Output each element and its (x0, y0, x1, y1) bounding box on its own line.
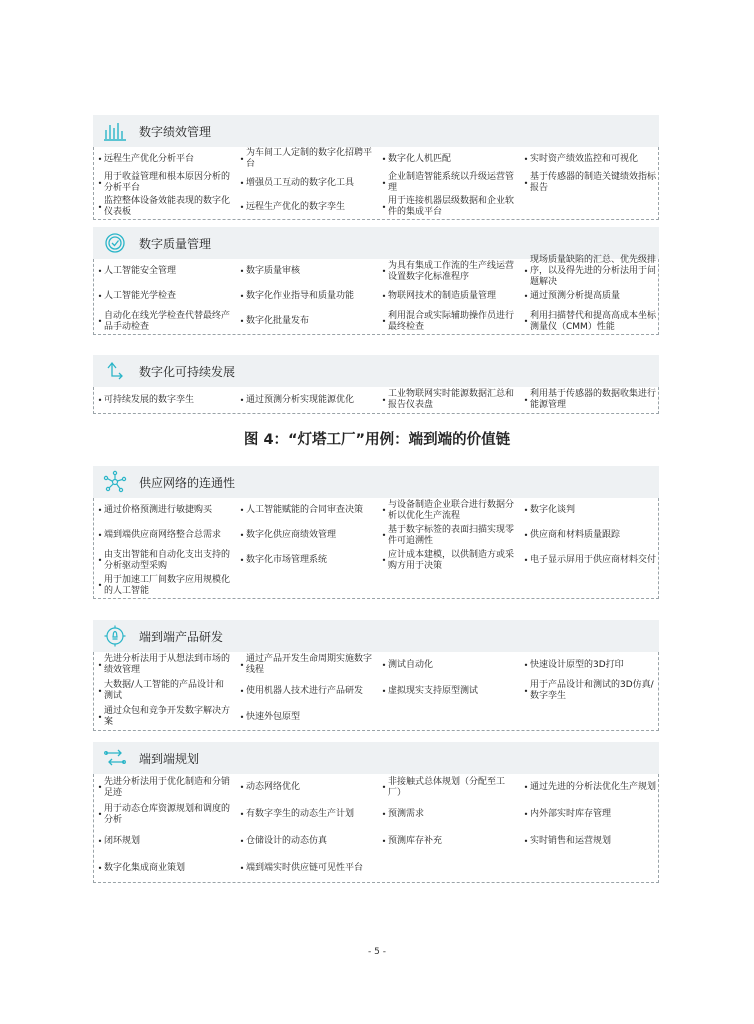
use-case-item (378, 801, 520, 828)
section-digital-sustainability (93, 355, 659, 414)
bullet-icon: • (381, 317, 387, 326)
recycle-icon (103, 359, 127, 383)
use-case-text: 快速外包原型 (246, 711, 301, 722)
use-case-item (378, 259, 520, 284)
section-title: 数字质量管理 (139, 236, 212, 251)
bullet-icon: • (239, 837, 245, 846)
bullet-icon: • (97, 712, 103, 722)
use-case-text: 测试自动化 (388, 659, 434, 670)
use-case-item (94, 147, 236, 171)
use-case-text: 利用扫描替代和提高高成本坐标测量仪（CMM）性能 (530, 310, 657, 332)
bullet-icon: • (97, 506, 103, 515)
bullet-icon: • (381, 783, 387, 792)
use-case-text: 用于连接机器层级数据和企业软件的集成平台 (388, 196, 515, 217)
use-case-text: 实时销售和运营规划 (530, 836, 612, 846)
use-case-item (378, 774, 520, 801)
use-case-item (94, 573, 236, 598)
use-case-item (236, 147, 378, 171)
use-case-item (520, 855, 660, 882)
section-title: 数字化可持续发展 (139, 364, 236, 379)
use-case-item (378, 704, 520, 730)
section-product-rnd (93, 620, 659, 731)
use-case-text: 数字化市场管理系统 (246, 555, 328, 565)
use-case-text: 用于加速工厂间数字应用规模化的人工智能 (104, 574, 231, 596)
use-case-item (520, 573, 660, 598)
use-case-item (378, 147, 520, 171)
bullet-icon: • (381, 810, 387, 819)
use-case-text: 快速设计原型的3D打印 (530, 659, 624, 670)
use-case-item (378, 652, 520, 678)
use-case-item (236, 498, 378, 523)
use-case-item (520, 147, 660, 171)
use-case-item (520, 828, 660, 855)
use-case-item (94, 195, 236, 219)
use-case-text: 自动化在线光学检查代替最终产品手动检查 (104, 310, 231, 332)
use-case-item (236, 855, 378, 882)
use-case-item (236, 828, 378, 855)
bullet-icon: • (381, 506, 387, 515)
use-case-item (94, 171, 236, 195)
use-case-item (236, 678, 378, 704)
bullet-icon: • (239, 531, 245, 540)
bullet-icon: • (239, 292, 245, 301)
bullet-icon: • (523, 837, 529, 846)
bullet-icon: • (381, 292, 387, 301)
use-case-text: 与设备制造企业联合进行数据分析以优化生产流程 (388, 499, 515, 521)
bullet-icon: • (97, 581, 103, 590)
use-case-text: 大数据/人工智能的产品设计和测试 (104, 680, 225, 701)
use-case-item (236, 259, 378, 284)
use-case-item (236, 171, 378, 195)
use-case-text: 闭环规划 (104, 836, 141, 846)
use-case-text: 有数字孪生的动态生产计划 (246, 809, 355, 819)
quality-badge-icon (103, 231, 127, 255)
use-case-item (236, 387, 378, 413)
bullet-icon: • (97, 292, 103, 301)
use-case-text: 通过众包和竞争开发数字解决方案 (104, 706, 231, 727)
bullet-icon: • (381, 660, 387, 670)
use-case-text: 电子显示屏用于供应商材料交付 (530, 555, 657, 565)
bullet-icon: • (381, 178, 387, 188)
bullet-icon: • (97, 317, 103, 326)
bullet-icon: • (523, 178, 529, 188)
section-title: 数字绩效管理 (139, 124, 212, 139)
use-case-text: 用于收益管理和根本原因分析的分析平台 (104, 172, 231, 193)
section-header (93, 742, 659, 774)
use-case-item (94, 801, 236, 828)
bullet-icon: • (239, 178, 245, 188)
use-case-text: 基于传感器的制造关键绩效指标报告 (530, 172, 657, 193)
use-case-item (94, 855, 236, 882)
section-header (93, 620, 659, 652)
use-case-text: 远程生产优化的数字孪生 (246, 201, 346, 212)
use-case-text: 通过价格预测进行敏捷购买 (104, 505, 213, 515)
use-case-item (236, 652, 378, 678)
section-supply-network (93, 466, 659, 599)
rnd-icon (103, 624, 127, 648)
bullet-icon: • (97, 395, 103, 405)
bullet-icon: • (523, 506, 529, 515)
bar-chart-icon (103, 119, 127, 143)
use-case-item (378, 387, 520, 413)
use-case-text: 数字化作业指导和质量功能 (246, 291, 355, 301)
bullet-icon: • (239, 660, 245, 670)
section-planning (93, 742, 659, 883)
use-case-item (520, 498, 660, 523)
use-case-item (520, 255, 660, 287)
bullet-icon: • (523, 395, 529, 405)
bullet-icon: • (97, 556, 103, 565)
use-case-text: 先进分析法用于优化制造和分销足迹 (104, 776, 231, 798)
use-case-item (236, 801, 378, 828)
bullet-icon: • (239, 686, 245, 696)
use-case-text: 增强员工互动的数字化工具 (246, 177, 355, 188)
use-case-grid (93, 498, 659, 599)
use-case-text: 用于动态仓库资源规划和调度的分析 (104, 803, 231, 825)
figure-caption: 图 4：“灯塔工厂”用例：端到端的价值链 (243, 432, 511, 448)
use-case-item (378, 309, 520, 334)
use-case-item (520, 774, 660, 801)
bullet-icon: • (523, 810, 529, 819)
use-case-text: 端到端供应商网络整合总需求 (104, 530, 222, 540)
use-case-text: 基于数字标签的表面扫描实现零件可追溯性 (388, 524, 515, 546)
use-case-item (236, 548, 378, 573)
bullet-icon: • (523, 660, 529, 670)
use-case-text: 人工智能光学检查 (104, 291, 177, 301)
bullet-icon: • (239, 317, 245, 326)
bullet-icon: • (239, 154, 245, 164)
use-case-grid (93, 387, 659, 414)
section-header (93, 355, 659, 387)
bullet-icon: • (97, 864, 103, 873)
use-case-item (94, 704, 236, 730)
use-case-item (378, 171, 520, 195)
use-case-text: 非接触式总体规划（分配至工厂） (388, 776, 506, 798)
use-case-text: 通过产品开发生命周期实施数字线程 (246, 654, 373, 675)
bullet-icon: • (381, 202, 387, 212)
use-case-text: 远程生产优化分析平台 (104, 153, 195, 164)
use-case-text: 由支出智能和自动化支出支持的分析驱动型采购 (104, 549, 231, 571)
bullet-icon: • (523, 154, 529, 164)
use-case-text: 人工智能安全管理 (104, 266, 177, 276)
use-case-text: 仓储设计的动态仿真 (246, 836, 328, 846)
bullet-icon: • (239, 267, 245, 276)
section-header (93, 115, 659, 147)
bullet-icon: • (97, 267, 103, 276)
use-case-text: 应计成本建模，以供制造方或采购方用于决策 (388, 549, 515, 571)
use-case-text: 用于产品设计和测试的3D仿真/数字孪生 (530, 680, 654, 701)
bullet-icon: • (97, 837, 103, 846)
use-case-item (520, 195, 660, 219)
use-case-text: 使用机器人技术进行产品研发 (246, 685, 364, 696)
use-case-text: 通过先进的分析法优化生产规划 (530, 782, 657, 792)
bullet-icon: • (239, 395, 245, 405)
use-case-item (94, 652, 236, 678)
use-case-item (378, 573, 520, 598)
use-case-item (520, 171, 660, 195)
use-case-item (236, 523, 378, 548)
use-case-item (94, 387, 236, 413)
use-case-text: 实时资产绩效监控和可视化 (530, 153, 639, 164)
use-case-item (520, 704, 660, 730)
bullet-icon: • (97, 686, 103, 696)
bullet-icon: • (239, 810, 245, 819)
use-case-item (378, 498, 520, 523)
use-case-grid (93, 652, 659, 731)
bullet-icon: • (239, 556, 245, 565)
use-case-text: 物联网技术的制造质量管理 (388, 291, 497, 301)
section-title: 供应网络的连通性 (139, 475, 236, 490)
use-case-item (520, 284, 660, 309)
use-case-item (520, 523, 660, 548)
use-case-item (520, 801, 660, 828)
use-case-text: 预测库存补充 (388, 836, 443, 846)
use-case-text: 数字化集成商业策划 (104, 863, 186, 873)
use-case-text: 供应商和材料质量跟踪 (530, 530, 621, 540)
bullet-icon: • (97, 178, 103, 188)
bullet-icon: • (523, 531, 529, 540)
use-case-text: 为车间工人定制的数字化招聘平台 (246, 148, 373, 169)
use-case-text: 数字质量审核 (246, 266, 301, 276)
use-case-item (94, 284, 236, 309)
use-case-text: 先进分析法用于从想法到市场的绩效管理 (104, 654, 231, 675)
use-case-item (94, 678, 236, 704)
use-case-text: 工业物联网实时能源数据汇总和报告仪表盘 (388, 389, 515, 410)
use-case-text: 数字化谈判 (530, 505, 576, 515)
use-case-text: 利用混合或实际辅助操作员进行最终检查 (388, 310, 515, 332)
use-case-item (378, 855, 520, 882)
use-case-text: 通过预测分析提高质量 (530, 291, 621, 301)
use-case-item (378, 523, 520, 548)
use-case-item (94, 523, 236, 548)
use-case-item (94, 828, 236, 855)
bullet-icon: • (239, 864, 245, 873)
bullet-icon: • (523, 317, 529, 326)
bullet-icon: • (523, 686, 529, 696)
bullet-icon: • (523, 292, 529, 301)
section-digital-performance (93, 115, 659, 220)
use-case-item (520, 678, 660, 704)
network-icon (103, 470, 127, 494)
bullet-icon: • (97, 531, 103, 540)
use-case-item (94, 309, 236, 334)
use-case-text: 预测需求 (388, 809, 425, 819)
bullet-icon: • (381, 531, 387, 540)
bullet-icon: • (97, 783, 103, 792)
use-case-text: 为具有集成工作流的生产线运营设置数字化标准程序 (388, 260, 515, 282)
bullet-icon: • (97, 660, 103, 670)
bullet-icon: • (381, 267, 387, 276)
use-case-text: 企业制造智能系统以升级运营管理 (388, 172, 515, 193)
use-case-text: 虚拟现实支持原型测试 (388, 685, 479, 696)
use-case-item (378, 284, 520, 309)
use-case-text: 可持续发展的数字孪生 (104, 394, 195, 405)
use-case-text: 端到端实时供应链可见性平台 (246, 863, 364, 873)
use-case-text: 数字化供应商绩效管理 (246, 530, 337, 540)
planning-icon (103, 746, 127, 770)
bullet-icon: • (239, 712, 245, 722)
bullet-icon: • (97, 810, 103, 819)
use-case-item (94, 548, 236, 573)
bullet-icon: • (381, 837, 387, 846)
use-case-item (94, 498, 236, 523)
use-case-text: 通过预测分析实现能源优化 (246, 394, 355, 405)
use-case-item (520, 309, 660, 334)
use-case-text: 人工智能赋能的合同审查决策 (246, 505, 364, 515)
bullet-icon: • (97, 202, 103, 212)
bullet-icon: • (523, 267, 529, 276)
use-case-item (94, 259, 236, 284)
use-case-item (236, 309, 378, 334)
use-case-text: 数字化人机匹配 (388, 153, 452, 164)
use-case-item (236, 195, 378, 219)
bullet-icon: • (381, 556, 387, 565)
use-case-grid (93, 147, 659, 220)
use-case-grid (93, 774, 659, 883)
section-digital-quality (93, 227, 659, 335)
use-case-grid (93, 255, 659, 335)
use-case-text: 利用基于传感器的数据收集进行能源管理 (530, 389, 657, 410)
bullet-icon: • (239, 202, 245, 212)
use-case-text: 监控整体设备效能表现的数字化仪表板 (104, 196, 231, 217)
bullet-icon: • (381, 686, 387, 696)
section-title: 端到端产品研发 (139, 629, 224, 644)
bullet-icon: • (239, 506, 245, 515)
use-case-item (520, 548, 660, 573)
use-case-item (378, 548, 520, 573)
section-title: 端到端规划 (139, 751, 200, 766)
use-case-item (236, 573, 378, 598)
bullet-icon: • (523, 556, 529, 565)
use-case-item (520, 652, 660, 678)
use-case-item (378, 828, 520, 855)
use-case-item (94, 774, 236, 801)
use-case-text: 数字化批量发布 (246, 316, 310, 326)
section-header (93, 466, 659, 498)
use-case-text: 内外部实时库存管理 (530, 809, 612, 819)
use-case-item (520, 387, 660, 413)
bullet-icon: • (523, 783, 529, 792)
bullet-icon: • (381, 395, 387, 405)
bullet-icon: • (239, 783, 245, 792)
use-case-item (236, 774, 378, 801)
bullet-icon: • (381, 154, 387, 164)
use-case-item (236, 284, 378, 309)
use-case-text: 现场质量缺陷的汇总、优先级排序，以及得先进的分析法用于问题解决 (530, 255, 657, 287)
use-case-item (236, 704, 378, 730)
use-case-text: 动态网络优化 (246, 782, 301, 792)
use-case-item (378, 195, 520, 219)
bullet-icon: • (97, 154, 103, 164)
page-number: - 5 - (368, 947, 386, 957)
use-case-item (378, 678, 520, 704)
